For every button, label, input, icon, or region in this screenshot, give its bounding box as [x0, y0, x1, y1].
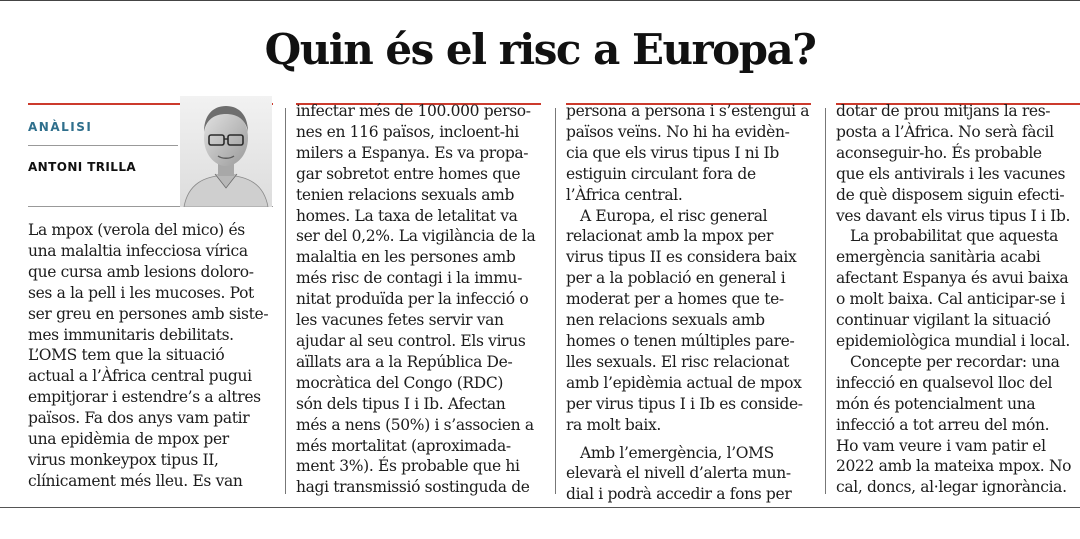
article-line: per virus tipus I i Ib es conside-: [566, 394, 803, 413]
article-line: clínicament més lleu. Es van: [28, 471, 243, 490]
article-line: emergència sanitària acabi: [836, 248, 1041, 267]
article-line: homes o tenen múltiples pare-: [566, 331, 795, 350]
article-line: de què disposem siguin efecti-: [836, 185, 1065, 204]
article-line: virus monkeypox tipus II,: [28, 450, 219, 469]
article-line: persona a persona i s’estengui a: [566, 102, 810, 120]
article-line: posta a l’Àfrica. No serà fàcil: [836, 122, 1054, 141]
article-line: són dels tipus I i Ib. Afectan: [296, 394, 506, 413]
article-line: més a nens (50%) i s’associen a: [296, 415, 534, 434]
section-label: ANÀLISI: [28, 120, 93, 134]
article-line: països veïns. No hi ha evidèn-: [566, 122, 790, 141]
article-line: milers a Espanya. Es va propa-: [296, 143, 529, 162]
article-line: estiguin circulant fora de: [566, 164, 756, 183]
article-line: aconseguir-ho. És probable: [836, 143, 1042, 162]
article-line: una epidèmia de mpox per: [28, 430, 229, 449]
article-line: tenien relacions sexuals amb: [296, 185, 515, 204]
column-divider: [555, 108, 556, 494]
article-line: continuar vigilant la situació: [836, 311, 1051, 330]
article-line: elevarà el nivell d’alerta mun-: [566, 464, 791, 483]
article-line: amb l’epidèmia actual de mpox: [566, 373, 802, 392]
article-line: dotar de prou mitjans la res-: [836, 102, 1051, 120]
article-line: moderat per a homes que te-: [566, 290, 784, 309]
article-line: A Europa, el risc general: [580, 206, 768, 225]
article-line: ses a la pell i les mucoses. Pot: [28, 283, 254, 302]
article-line: Concepte per recordar: una: [850, 352, 1060, 371]
article-line: cia que els virus tipus I ni Ib: [566, 143, 779, 162]
article-line: dial i podrà accedir a fons per: [566, 485, 792, 504]
article-line: hagi transmissió sostinguda de: [296, 478, 530, 497]
article-line: ves davant els virus tipus I i Ib.: [836, 206, 1071, 225]
author-photo: [180, 96, 272, 207]
article-line: homes. La taxa de letalitat va: [296, 206, 518, 225]
article-column-1: [28, 220, 273, 492]
article-line: afectant Espanya és avui baixa: [836, 269, 1069, 288]
article-line: una malaltia infecciosa vírica: [28, 241, 248, 260]
article-line: infectar més de 100.000 perso-: [296, 102, 531, 120]
article-column-3: [566, 101, 814, 505]
article-line: Amb l’emergència, l’OMS: [580, 443, 774, 462]
column-divider: [825, 108, 826, 494]
article-line: Ho vam veure i vam patir el: [836, 436, 1046, 455]
page-bottom-border: [0, 507, 1080, 508]
article-line: infecció en qualsevol lloc del: [836, 373, 1053, 392]
article-line: ra molt baix.: [566, 415, 661, 434]
article-line: nen relacions sexuals amb: [566, 311, 765, 330]
article-line: l’Àfrica central.: [566, 185, 683, 204]
article-line: les vacunes fetes servir van: [296, 311, 504, 330]
article-line: infecció a tot arreu del món.: [836, 415, 1050, 434]
article-line: per a la població en general i: [566, 269, 786, 288]
label-divider: [28, 145, 178, 146]
article-line: L’OMS tem que la situació: [28, 346, 225, 365]
article-line: malaltia en les persones amb: [296, 248, 516, 267]
article-line: relacionat amb la mpox per: [566, 227, 774, 246]
article-column-2: [296, 101, 544, 498]
article-line: que cursa amb lesions doloro-: [28, 262, 254, 281]
author-name: ANTONI TRILLA: [28, 160, 137, 174]
headline: Quin és el risc a Europa?: [264, 25, 816, 74]
article-line: lles sexuals. El risc relacionat: [566, 352, 789, 371]
article-line: ajudar al seu control. Els virus: [296, 331, 526, 350]
article-line: 2022 amb la mateixa mpox. No: [836, 457, 1072, 476]
article-line: virus tipus II es considera baix: [566, 248, 797, 267]
article-line: nitat produïda per la infecció o: [296, 290, 529, 309]
column-divider: [285, 108, 286, 494]
article-line: La probabilitat que aquesta: [850, 227, 1059, 246]
article-line: països. Fa dos anys vam patir: [28, 409, 250, 428]
article-line: més mortalitat (aproximada-: [296, 436, 511, 455]
article-line: ser del 0,2%. La vigilància de la: [296, 227, 536, 246]
article-column-4: [836, 101, 1080, 498]
article-line: actual a l’Àfrica central pugui: [28, 367, 252, 386]
article-line: ment 3%). És probable que hi: [296, 457, 520, 476]
article-line: gar sobretot entre homes que: [296, 164, 521, 183]
article-line: mes immunitaris debilitats.: [28, 325, 234, 344]
article-line: món és potencialment una: [836, 394, 1036, 413]
article-line: que els antivirals i les vacunes: [836, 164, 1066, 183]
article-line: aïllats ara a la República De-: [296, 352, 513, 371]
article-line: mocràtica del Congo (RDC): [296, 373, 504, 392]
article-line: epidemiològica mundial i local.: [836, 331, 1070, 350]
article-line: ser greu en persones amb siste-: [28, 304, 269, 323]
article-line: nes en 116 països, incloent-hi: [296, 122, 519, 141]
article-line: La mpox (verola del mico) és: [28, 221, 245, 239]
page-top-border: [0, 0, 1080, 1]
article-line: empitjorar i estendre’s a altres: [28, 388, 261, 407]
article-line: més risc de contagi i la immu-: [296, 269, 523, 288]
article-line: cal, doncs, al·legar ignorància.: [836, 478, 1067, 497]
article-line: o molt baixa. Cal anticipar-se i: [836, 290, 1066, 309]
